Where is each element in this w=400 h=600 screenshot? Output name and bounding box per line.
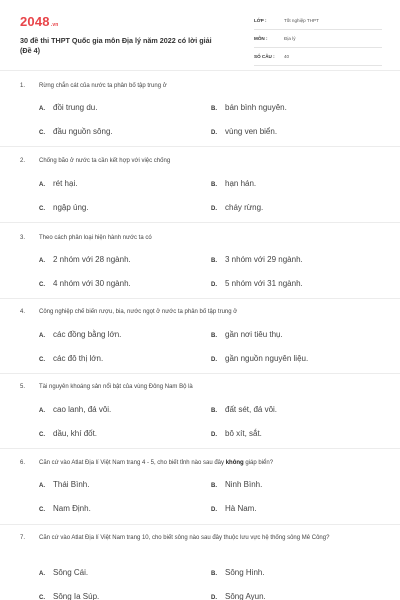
option-text: Sông Ayun. xyxy=(225,592,266,600)
question-text: Công nghiệp chế biến rượu, bia, nước ngọt ở nước ta phân bố tập trung ở xyxy=(39,309,238,315)
option-text: vùng ven biển. xyxy=(225,127,278,136)
option-text: hạn hán. xyxy=(225,179,257,188)
option-c[interactable] xyxy=(39,127,113,136)
option-d[interactable] xyxy=(211,203,263,212)
option-letter: C. xyxy=(39,206,45,212)
option-c[interactable] xyxy=(39,279,131,288)
option-text: bán bình nguyên. xyxy=(225,103,287,112)
option-a[interactable] xyxy=(39,405,111,414)
option-b[interactable] xyxy=(211,255,303,264)
question-text-pre: Căn cứ vào Atlat Địa lí Việt Nam trang 4 - 5, cho biết tỉnh nào sau đây xyxy=(39,460,226,466)
option-text: 3 nhóm với 29 ngành. xyxy=(225,255,303,264)
option-c[interactable] xyxy=(39,429,97,438)
question-3 xyxy=(20,233,382,288)
option-letter: D. xyxy=(211,282,217,288)
option-text: các đô thị lớn. xyxy=(53,354,104,363)
meta-value-grade: Tốt nghiệp THPT xyxy=(284,18,319,23)
option-text: Nam Định. xyxy=(53,504,91,513)
document-title-line1: 30 đề thi THPT Quốc gia môn Địa lý năm 2022 có lời giải xyxy=(20,36,212,45)
option-letter: C. xyxy=(39,357,45,363)
question-text-post: giáp biển? xyxy=(243,460,274,466)
question-text: Chống bão ở nước ta cần kết hợp với việc chống xyxy=(39,158,171,164)
option-text: Sông Hinh. xyxy=(225,568,265,577)
option-letter: B. xyxy=(211,483,217,489)
option-text: bô xít, sắt. xyxy=(225,429,262,438)
option-text: các đồng bằng lớn. xyxy=(53,330,122,339)
option-text: rét hại. xyxy=(53,179,78,188)
question-text: Theo cách phân loại hiện hành nước ta có xyxy=(39,235,152,241)
option-c[interactable] xyxy=(39,354,103,363)
question-text-emphasis: không xyxy=(225,460,244,466)
option-a[interactable] xyxy=(39,103,97,112)
question-divider xyxy=(0,448,400,449)
question-text: Căn cứ vào Atlat Địa lí Việt Nam trang 10, cho biết sông nào sau đây thuộc lưu vực hệ thống sông Mê Công? xyxy=(39,535,330,541)
option-letter: B. xyxy=(211,333,217,339)
option-letter: A. xyxy=(39,333,45,339)
option-letter: A. xyxy=(39,408,45,414)
option-b[interactable] xyxy=(211,480,262,489)
option-text: 2 nhóm với 28 ngành. xyxy=(53,255,131,264)
option-text: cao lanh, đá vôi. xyxy=(53,405,112,414)
option-letter: D. xyxy=(211,130,217,136)
document-title xyxy=(20,36,240,56)
question-6 xyxy=(20,458,382,513)
option-text: cháy rừng. xyxy=(225,203,264,212)
option-b[interactable] xyxy=(211,179,256,188)
question-number: 6. xyxy=(20,460,26,466)
question-divider xyxy=(0,298,400,299)
option-text: Hà Nam. xyxy=(225,504,257,513)
option-d[interactable] xyxy=(211,504,257,513)
option-d[interactable] xyxy=(211,429,262,438)
option-d[interactable] xyxy=(211,592,266,600)
question-stem xyxy=(20,156,382,166)
option-text: Sông Cái. xyxy=(53,568,89,577)
option-text: 4 nhóm với 30 ngành. xyxy=(53,279,131,288)
option-b[interactable] xyxy=(211,330,283,339)
question-number: 2. xyxy=(20,158,26,164)
question-stem xyxy=(20,81,382,91)
option-letter: C. xyxy=(39,595,45,600)
option-letter: A. xyxy=(39,258,45,264)
option-letter: C. xyxy=(39,507,45,513)
site-logo[interactable] xyxy=(20,14,59,29)
option-letter: A. xyxy=(39,483,45,489)
option-letter: A. xyxy=(39,106,45,112)
option-a[interactable] xyxy=(39,330,121,339)
option-letter: D. xyxy=(211,206,217,212)
meta-label-subject: MÔN : xyxy=(254,36,268,41)
question-4 xyxy=(20,307,382,363)
option-d[interactable] xyxy=(211,354,308,363)
option-a[interactable] xyxy=(39,480,89,489)
question-1 xyxy=(20,81,382,136)
option-letter: B. xyxy=(211,408,217,414)
option-a[interactable] xyxy=(39,179,77,188)
meta-value-question-count: 40 xyxy=(284,54,290,59)
option-letter: A. xyxy=(39,182,45,188)
question-2 xyxy=(20,156,382,212)
option-d[interactable] xyxy=(211,127,277,136)
question-divider xyxy=(0,373,400,374)
option-letter: B. xyxy=(211,258,217,264)
option-text: gần nguồn nguyên liệu. xyxy=(225,354,309,363)
option-letter: D. xyxy=(211,357,217,363)
question-stem xyxy=(20,233,382,243)
question-divider xyxy=(0,146,400,147)
question-text xyxy=(39,458,382,468)
option-b[interactable] xyxy=(211,568,265,577)
option-letter: B. xyxy=(211,571,217,577)
option-text: Sông Ia Súp. xyxy=(53,592,100,600)
option-text: đầu nguồn sông. xyxy=(53,127,113,136)
logo-suffix: .vn xyxy=(50,22,59,28)
option-d[interactable] xyxy=(211,279,303,288)
option-letter: B. xyxy=(211,106,217,112)
question-text: Rừng chắn cát của nước ta phân bố tập trung ở xyxy=(39,83,167,89)
option-text: đất sét, đá vôi. xyxy=(225,405,278,414)
option-letter: D. xyxy=(211,507,217,513)
option-b[interactable] xyxy=(211,103,287,112)
option-letter: B. xyxy=(211,182,217,188)
question-number: 4. xyxy=(20,309,26,315)
meta-label-grade: LỚP : xyxy=(254,18,267,23)
option-text: ngập úng. xyxy=(53,203,89,212)
question-number: 5. xyxy=(20,384,26,390)
header-divider xyxy=(0,70,400,71)
option-c[interactable] xyxy=(39,203,89,212)
option-a[interactable] xyxy=(39,255,131,264)
question-stem xyxy=(20,307,382,317)
question-number: 7. xyxy=(20,535,26,541)
question-stem xyxy=(20,382,382,392)
question-stem xyxy=(20,533,382,543)
document-meta xyxy=(254,15,382,66)
option-text: dầu, khí đốt. xyxy=(53,429,98,438)
document-title-line2: (Đề 4) xyxy=(20,46,40,55)
option-text: 5 nhóm với 31 ngành. xyxy=(225,279,303,288)
option-letter: A. xyxy=(39,571,45,577)
option-text: Ninh Bình. xyxy=(225,480,263,489)
question-stem xyxy=(20,458,382,468)
option-c[interactable] xyxy=(39,504,91,513)
option-text: đồi trung du. xyxy=(53,103,98,112)
question-number: 3. xyxy=(20,235,26,241)
meta-label-question-count: SỐ CÂU : xyxy=(254,54,275,59)
logo-main: 2048 xyxy=(20,14,50,29)
question-text: Tài nguyên khoáng sản nổi bật của vùng Đông Nam Bộ là xyxy=(39,384,193,390)
option-letter: D. xyxy=(211,595,217,600)
option-b[interactable] xyxy=(211,405,277,414)
meta-row-grade xyxy=(254,15,382,30)
question-divider xyxy=(0,222,400,223)
option-text: Thái Bình. xyxy=(53,480,90,489)
question-number: 1. xyxy=(20,83,26,89)
meta-row-question-count xyxy=(254,51,382,66)
option-letter: C. xyxy=(39,282,45,288)
option-letter: C. xyxy=(39,432,45,438)
option-a[interactable] xyxy=(39,568,88,577)
meta-row-subject xyxy=(254,33,382,48)
question-7 xyxy=(20,533,382,600)
question-divider xyxy=(0,524,400,525)
option-text: gần nơi tiêu thụ. xyxy=(225,330,283,339)
option-letter: D. xyxy=(211,432,217,438)
option-c[interactable] xyxy=(39,592,99,600)
document-header xyxy=(20,10,382,65)
meta-value-subject: Địa lý xyxy=(284,36,296,41)
question-5 xyxy=(20,382,382,438)
option-letter: C. xyxy=(39,130,45,136)
